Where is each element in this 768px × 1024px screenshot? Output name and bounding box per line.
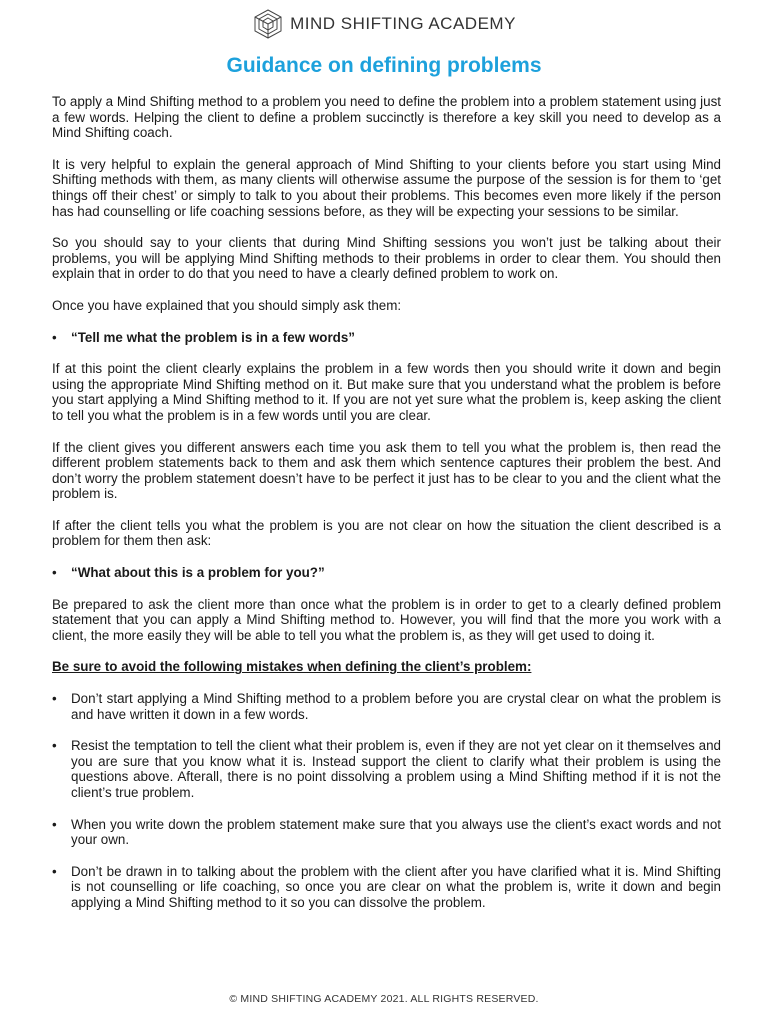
bullet: • (52, 329, 57, 345)
list-item-text: Resist the temptation to tell the client what their problem is, even if they are not yet clear on it themselves and you are sure that you know what it is. Instead support the client to clarify what their problem is using the questions above. Afterall, there is no point dissolving a problem using a Mind Shifting method if it is not the client’s true problem. (71, 738, 721, 800)
bullet: • (52, 863, 57, 879)
paragraph: If after the client tells you what the problem is you are not clear on how the situation the client described is a problem for them then ask: (52, 517, 721, 549)
list-item (52, 738, 721, 800)
copyright-footer: © MIND SHIFTING ACADEMY 2021. ALL RIGHTS RESERVED. (229, 993, 539, 1005)
paragraph: Be prepared to ask the client more than once what the problem is in order to get to a clearly defined problem statement that you can apply a Mind Shifting method to. However, you will find that the more you work with a client, the more easily they will be able to tell you what the problem is, as they will get used to doing it. (52, 596, 721, 643)
paragraph: To apply a Mind Shifting method to a problem you need to define the problem into a problem statement using just a few words. Helping the client to define a problem succinctly is therefore a key skill you need to develop as a Mind Shifting coach. (52, 94, 721, 141)
question-item (52, 565, 721, 581)
paragraph: Once you have explained that you should simply ask them: (52, 297, 402, 313)
document-body (52, 94, 721, 927)
list-item-text: Don’t be drawn in to talking about the problem with the client after you have clarified what it is. Mind Shifting is not counselling or life coaching, so once you are clear on what the problem is, write it down and begin applying a Mind Shifting method to it so you can dissolve the problem. (71, 863, 721, 910)
question-item (52, 330, 721, 346)
paragraph: So you should say to your clients that during Mind Shifting sessions you won’t just be talking about their problems, you will be applying Mind Shifting methods to their problems in order to clear them. You should then explain that in order to do that you need to have a clearly defined problem to work on. (52, 235, 721, 282)
list-item-text: Don’t start applying a Mind Shifting method to a problem before you are crystal clear on what the problem is and have written it down in a few words. (71, 691, 721, 722)
page-header (0, 6, 768, 42)
list-item (52, 817, 721, 848)
brand-name: MIND SHIFTING ACADEMY (290, 14, 516, 33)
cube-logo-icon (252, 8, 284, 40)
page-title: Guidance on defining problems (226, 54, 542, 77)
paragraph: If the client gives you different answers each time you ask them to tell you what the problem is, then read the different problem statements back to them and ask them which sentence captures their problem the best. And don’t worry the problem statement doesn’t have to be perfect it just has to be clear to you and the client what the problem is. (52, 439, 721, 502)
question-text: “What about this is a problem for you?” (71, 565, 325, 581)
mistakes-list (52, 691, 721, 911)
bullet: • (52, 816, 57, 832)
bullet: • (52, 691, 57, 707)
list-item (52, 691, 721, 722)
question-text: “Tell me what the problem is in a few words” (71, 329, 355, 345)
paragraph: It is very helpful to explain the general approach of Mind Shifting to your clients before you start using Mind Shifting methods with them, as many clients will otherwise assume the purpose of the session is for them to ‘get things off their chest’ or simply to talk to you about their problems. This becomes even more likely if the person has had counselling or life coaching sessions before, as they will be expecting your sessions to be similar. (52, 156, 721, 219)
bullet: • (52, 738, 57, 754)
warning-heading: Be sure to avoid the following mistakes when defining the client’s problem: (52, 659, 532, 675)
list-item-text: When you write down the problem statement make sure that you always use the client’s exact words and not your own. (71, 816, 721, 848)
bullet: • (52, 565, 57, 581)
list-item (52, 864, 721, 911)
paragraph: If at this point the client clearly explains the problem in a few words then you should write it down and begin using the appropriate Mind Shifting method on it. But make sure that you understand what the problem is before you start applying a Mind Shifting method to it. If you are not yet sure what the problem is, keep asking the client to tell you what the problem is in a few words until you are clear. (52, 361, 721, 423)
